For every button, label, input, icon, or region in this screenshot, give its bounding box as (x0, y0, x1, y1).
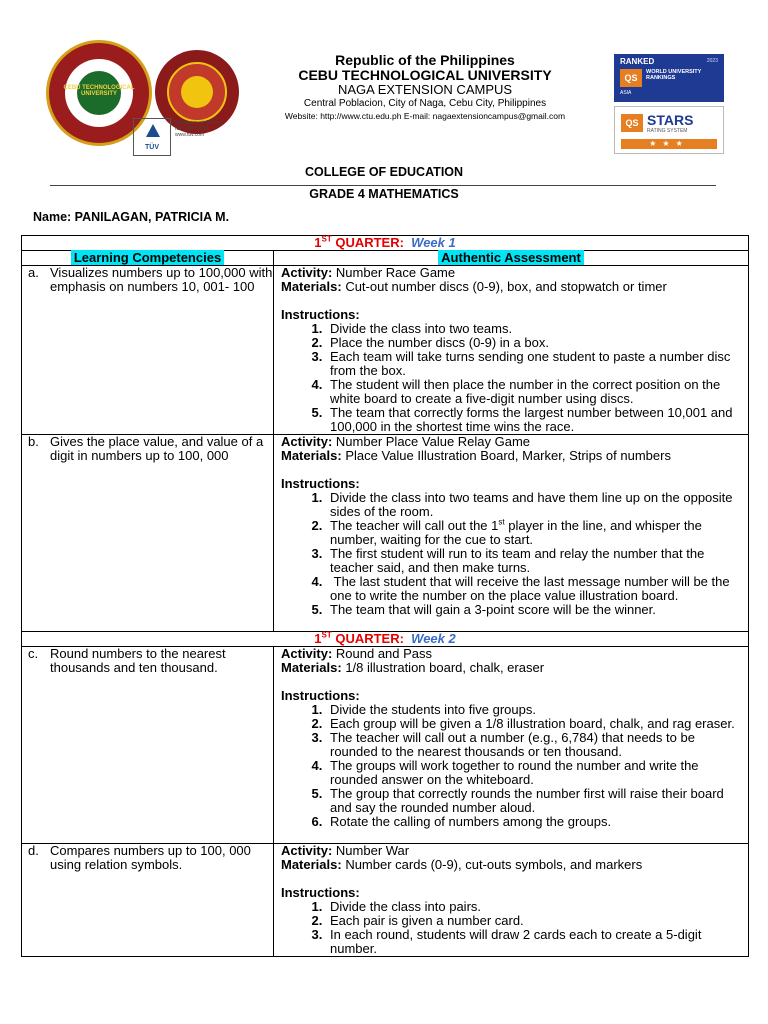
assessment-cell (274, 266, 749, 435)
assessment-cell (274, 844, 749, 957)
qs-stars-logo-icon: QS (621, 114, 643, 132)
table-row (22, 647, 749, 844)
instructions-label-text: Instructions: (281, 307, 360, 322)
list-item: 1. Divide the class into two teams. (326, 322, 746, 336)
college-title: COLLEGE OF EDUCATION (304, 165, 464, 179)
quarter-number: 1 (314, 631, 322, 646)
competency-text: Visualizes numbers up to 100,000 with emphasis on numbers 10, 001- 100 (50, 265, 273, 294)
student-name: Name: PANILAGAN, PATRICIA M. (33, 210, 230, 224)
quarter-number: 1 (314, 235, 322, 250)
list-item: 4. The last student that will receive the last message number will be the one to write the number on the place value illustration board. (326, 575, 746, 603)
assessment-header: Authentic Assessment (438, 250, 584, 265)
activity-line (281, 266, 746, 280)
week-label: Week 1 (411, 235, 456, 250)
activity-label: Activity: (281, 265, 333, 280)
instruction-list (281, 703, 746, 829)
competency-text: Round numbers to the nearest thousands and ten thousand. (50, 646, 226, 675)
tuv-certification-logo (133, 118, 229, 158)
list-item: 1. Divide the students into five groups. (326, 703, 746, 717)
competency-cell (22, 844, 274, 957)
list-item: 6. Rotate the calling of numbers among the groups. (326, 815, 746, 829)
competency-letter: c. (28, 646, 39, 661)
quarter-suffix: ST (321, 630, 332, 640)
republic-line: Republic of the Philippines (335, 52, 515, 68)
assessment-header-cell (274, 251, 749, 266)
list-item: 5. The team that will gain a 3-point score will be the winner. (326, 603, 746, 617)
materials-label: Materials: (281, 448, 342, 463)
tuv-mark-label: TÜV (145, 144, 159, 151)
table-row (22, 844, 749, 957)
instructions-label-text: Instructions: (281, 885, 360, 900)
list-item: 3. In each round, students will draw 2 cards each to create a 5-digit number. (326, 928, 746, 956)
competency-letter: d. (28, 843, 39, 858)
grade-title: GRADE 4 MATHEMATICS (309, 187, 459, 201)
materials-line (281, 858, 746, 872)
step-text-rest: player in the line, and whisper the number, waiting for the cue to start. (330, 518, 702, 547)
materials-line (281, 661, 746, 675)
materials-line (281, 280, 746, 294)
asean-logo-core (181, 76, 213, 108)
instruction-list (281, 322, 746, 434)
qs-star-rating: ★★★ (621, 139, 717, 149)
tuv-mark (133, 118, 171, 156)
list-item: 1. Divide the class into two teams and have them line up on the opposite sides of the room. (326, 491, 746, 519)
materials-value: Cut-out number discs (0-9), box, and stopwatch or timer (341, 279, 667, 294)
competencies-header: Learning Competencies (71, 250, 224, 265)
activity-label: Activity: (281, 434, 333, 449)
qs-rating-label: RATING SYSTEM (647, 128, 688, 134)
document-header (0, 0, 768, 165)
table-row (22, 435, 749, 632)
activity-line (281, 435, 746, 449)
instructions-label-text: Instructions: (281, 476, 360, 491)
competency-text: Compares numbers up to 100, 000 using relation symbols. (50, 843, 251, 872)
list-item: 2. Each pair is given a number card. (326, 914, 746, 928)
competency-cell (22, 647, 274, 844)
activity-line (281, 844, 746, 858)
instruction-list (281, 900, 746, 956)
activity-value: Number Place Value Relay Game (332, 434, 531, 449)
list-item: 3. Each team will take turns sending one student to paste a number disc from the box. (326, 350, 746, 378)
campus-contact: Website: http://www.ctu.edu.ph E-mail: nagaextensioncampus@gmail.com (284, 111, 566, 121)
quarter-heading-week1 (22, 236, 749, 251)
activity-value: Number Race Game (332, 265, 456, 280)
list-item: 1. Divide the class into pairs. (326, 900, 746, 914)
instructions-label (281, 886, 746, 900)
tuv-triangle-icon (146, 124, 160, 137)
list-item (326, 519, 746, 547)
activity-line (281, 647, 746, 661)
title-divider (50, 185, 716, 186)
week-label: Week 2 (411, 631, 456, 646)
assessment-cell (274, 647, 749, 844)
qs-region-label: ASIA (620, 90, 632, 96)
instructions-label (281, 477, 746, 491)
quarter-label: QUARTER: (331, 235, 412, 250)
quarter-suffix: ST (321, 234, 332, 244)
list-item: 3. The first student will run to its team and relay the number that the teacher said, and then make turns. (326, 547, 746, 575)
quarter-row-week1 (22, 236, 749, 251)
activity-label: Activity: (281, 646, 333, 661)
qs-ranking-badge (614, 54, 724, 102)
list-item: 4. The student will then place the number in the correct position on the white board to create a five-digit number using discs. (326, 378, 746, 406)
list-item: 2. Place the number discs (0-9) in a box. (326, 336, 746, 350)
qs-ranked-label: RANKED (620, 57, 655, 66)
materials-line (281, 449, 746, 463)
campus-address: Central Poblacion, City of Naga, Cebu City, Philippines (303, 98, 547, 109)
competency-text: Gives the place value, and value of a digit in numbers up to 100, 000 (50, 434, 264, 463)
assessment-cell (274, 435, 749, 632)
instruction-list (281, 491, 746, 617)
asean-logo-inner (167, 62, 227, 122)
university-name: CEBU TECHNOLOGICAL UNIVERSITY (298, 67, 552, 83)
step-text: The teacher will call out the 1 (330, 518, 499, 533)
qs-stars-label: STARS (647, 112, 694, 128)
list-item: 5. The team that correctly forms the largest number between 10,001 and 100,000 in the shortest time wins the race. (326, 406, 746, 434)
campus-name: NAGA EXTENSION CAMPUS (337, 82, 513, 97)
assessment-table (21, 235, 749, 957)
column-header-row (22, 251, 749, 266)
instructions-label (281, 308, 746, 322)
qs-logo-icon: QS (620, 69, 642, 87)
instructions-label-text: Instructions: (281, 688, 360, 703)
competency-letter: a. (28, 265, 39, 280)
competency-cell (22, 266, 274, 435)
qs-rankings-label: WORLD UNIVERSITY RANKINGS (646, 69, 702, 81)
ordinal-suffix: st (498, 517, 505, 527)
competency-cell (22, 435, 274, 632)
qs-stars-badge (614, 106, 724, 154)
activity-label: Activity: (281, 843, 333, 858)
list-item: 4. The groups will work together to round the number and write the rounded answer on the whiteboard. (326, 759, 746, 787)
quarter-label: QUARTER: (331, 631, 412, 646)
competencies-header-cell (22, 251, 274, 266)
university-heading (240, 53, 610, 122)
activity-value: Number War (332, 843, 410, 858)
materials-value: Number cards (0-9), cut-outs symbols, and markers (341, 857, 643, 872)
quarter-row-week2 (22, 632, 749, 647)
materials-label: Materials: (281, 279, 342, 294)
materials-label: Materials: (281, 660, 342, 675)
table-row (22, 266, 749, 435)
instructions-label (281, 689, 746, 703)
quarter-heading-week2 (22, 632, 749, 647)
materials-value: Place Value Illustration Board, Marker, Strips of numbers (341, 448, 671, 463)
list-item: 3. The teacher will call out a number (e.g., 6,784) that needs to be rounded to the nearest thousands or ten thousand. (326, 731, 746, 759)
list-item: 5. The group that correctly rounds the number first will raise their board and say the rounded number aloud. (326, 787, 746, 815)
list-item: 2. Each group will be given a 1/8 illustration board, chalk, and rag eraser. (326, 717, 746, 731)
seal-ring-text: CEBU TECHNOLOGICAL UNIVERSITY (63, 85, 135, 97)
tuv-text: Management System ISO 9001:2015 www.tuv.com (175, 120, 223, 138)
materials-label: Materials: (281, 857, 342, 872)
qs-year: 2023 (706, 58, 718, 64)
competency-letter: b. (28, 434, 39, 449)
activity-value: Round and Pass (332, 646, 433, 661)
materials-value: 1/8 illustration board, chalk, eraser (341, 660, 545, 675)
